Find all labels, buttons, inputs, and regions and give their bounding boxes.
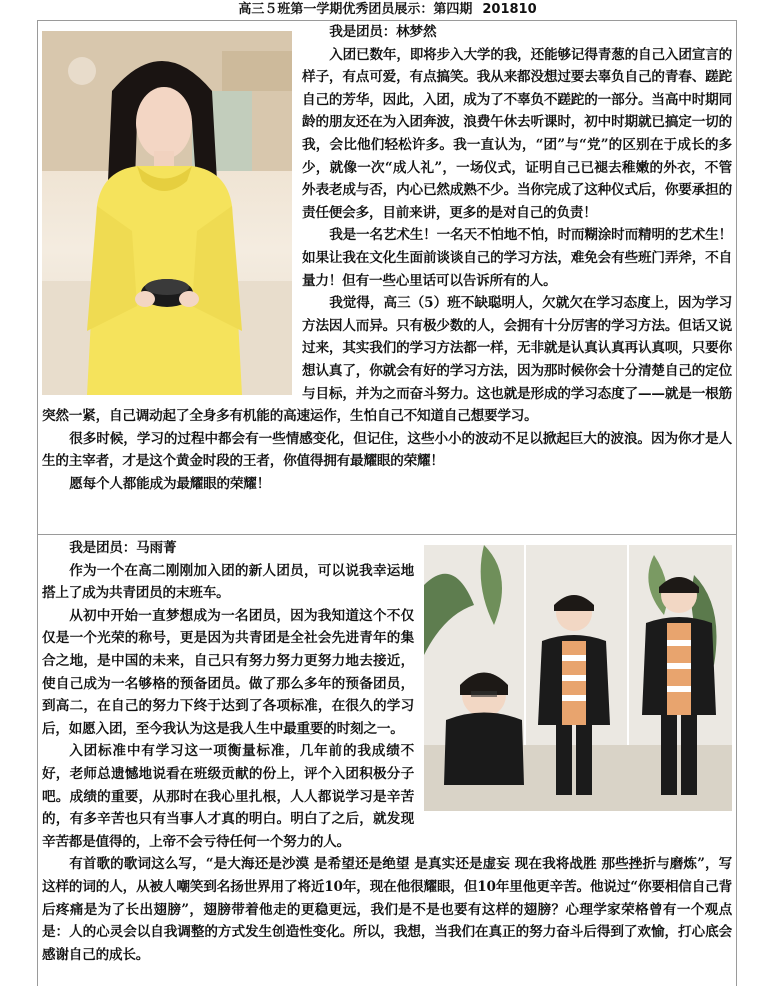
paragraph: 我是一名艺术生！一名天不怕地不怕，时而糊涂时而精明的艺术生！如果让我在文化生面前谈谈自己的学习方法，难免会有些班门弄斧，不自量力！但有一些心里话可以告诉所有的人。 [302, 227, 732, 289]
member-name-1: 我是团员：林梦然 [329, 24, 437, 40]
paragraph: 入团已数年，即将步入大学的我，还能够记得青葱的自己入团宣言的样子，有点可爱，有点搞笑。我从来都没想过要去辜负自己的青春、蹉跎自己的芳华，因此，入团，成为了不辜负不蹉跎的一部分。当高中时期同龄的朋友还在为入团奔波，浪费午休去听课时，初中时期就已搞定一切的我，会比他们轻松许多。我一直认为，“团”与“党”的区别在于成长的多少，就像一次“成人礼”，一场仪式，证明自己已褪去稚嫩的外衣，不管外表老成与否，内心已然成熟不少。当你完成了这种仪式后，你要承担的责任便会多，目前来讲，更多的是对自己的负责！ [302, 46, 732, 221]
page-title [0, 2, 775, 18]
member-section-1 [42, 21, 732, 495]
page-title-text: 高三５班第一学期优秀团员展示：第四期 [238, 2, 473, 17]
member-photo-1-drawing [42, 31, 292, 395]
member-photo-2-drawing [424, 545, 732, 811]
paragraph: 很多时候，学习的过程中都会有一些情感变化，但记住，这些小小的波动不足以掀起巨大的波浪。因为你才是人生的主宰者，才是这个黄金时段的王者，你值得拥有最耀眼的荣耀！ [42, 430, 732, 470]
member-photo-1 [42, 31, 292, 395]
issue-date: 201810 [482, 2, 537, 17]
paragraph: 愿每个人都能成为最耀眼的荣耀！ [69, 475, 271, 492]
paragraph: 有首歌的歌词这么写，“是大海还是沙漠 是希望还是绝望 是真实还是虚妄 现在我将战胜 那些挫折与磨炼”，写这样的词的人，从被人嘲笑到名扬世界用了将近10年，现在他很耀眼，但10年里他更辛苦。他说过“你要相信自己背后疼痛是为了长出翅膀”，翅膀带着他走的更稳更远，我们是不是也要有这样的翅膀？心理学家荣格曾有一个观点是：人的心灵会以自我调整的方式发生创造性变化。所以，我想，当我们在真正的努力奋斗后得到了欢愉，打心底会感谢自己的成长。 [42, 856, 732, 963]
paragraph: 我觉得，高三（5）班不缺聪明人，欠就欠在学习态度上，因为学习方法因人而异。只有极少数的人，会拥有十分厉害的学习方法。但话又说过来，其实我们的学习方法都一样，无非就是认真认真再认真呗，只要你想认真了，你就会有好的学习方法，因为那时候你会十分清楚自己的定位与目标，并为之而奋斗努力。这也就是形成的学习态度了——就是一根筋突然一紧，自己调动起了全身多有机能的高速运作，生怕自己不知道自己想要学习。 [42, 295, 732, 425]
member-section-2 [42, 537, 732, 966]
member-name-2: 我是团员：马雨菁 [69, 540, 177, 556]
paragraph: 入团标准中有学习这一项衡量标准，几年前的我成绩不好，老师总遗憾地说看在班级贡献的份上，评个入团积极分子吧。成绩的重要，从那时在我心里扎根，人人都说学习是辛苦的，有多辛苦也只有当事人才真的明白。明白了之后，就发现辛苦都是值得的，上帝不会亏待任何一个努力的人。 [42, 743, 414, 850]
paragraph: 从初中开始一直梦想成为一名团员，因为我知道这个不仅仅是一个光荣的称号，更是因为共青团是全社会先进青年的集合之地，是中国的未来，自己只有努力努力更努力地去接近，使自己成为一名够格的预备团员。做了那么多年的预备团员，到高二，在自己的努力下终于达到了各项标准，在很久的学习后，如愿入团，至今我认为这是我人生中最重要的时刻之一。 [42, 607, 414, 737]
section-divider [37, 534, 737, 535]
paragraph: 作为一个在高二刚刚加入团的新人团员，可以说我幸运地搭上了成为共青团员的末班车。 [42, 562, 414, 602]
member-photo-2 [424, 545, 732, 811]
